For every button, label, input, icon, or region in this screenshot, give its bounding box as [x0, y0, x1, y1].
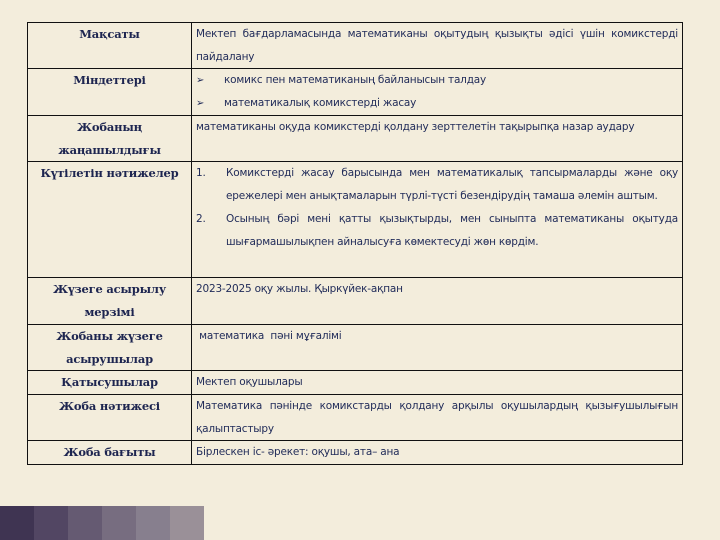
bullet-text: комикс пен математиканың байланысын талдау: [224, 74, 486, 86]
bullet-item: [196, 69, 678, 92]
row-label: Жобаның жаңашылдығы: [28, 116, 192, 161]
item-number: 1.: [196, 167, 206, 179]
item-number: 2.: [196, 213, 206, 225]
numbered-item: [196, 208, 678, 254]
table-row-implementers: [28, 325, 682, 371]
row-label: Мақсаты: [28, 23, 192, 68]
table-row-participants: [28, 371, 682, 395]
row-value: математиканы оқуда комикстерді қолдану зерттелетін тақырыпқа назар аудару: [196, 121, 635, 133]
row-value: Мектеп оқушылары: [196, 376, 303, 388]
row-label: Жүзеге асырылу мерзімі: [28, 278, 192, 324]
color-swatch: [0, 506, 34, 540]
decorative-color-strip: [0, 506, 204, 540]
row-value: Математика пәнінде комикстарды қолдану арқылы оқушылардың қызығушылығын қалыптастыру: [196, 400, 678, 435]
numbered-item: [196, 162, 678, 208]
item-text: Комикстерді жасау барысында мен математикалық тапсырмаларды және оқу ережелері мен анықтамаларын түрлі-түсті безендірудің тамаша әлемін аштым.: [226, 167, 678, 202]
table-row-tasks: [28, 69, 682, 116]
color-swatch: [136, 506, 170, 540]
bullet-item: [196, 92, 678, 115]
table-row-novelty: [28, 116, 682, 162]
row-value: математика пәні мұғалімі: [196, 330, 342, 342]
row-label: Күтілетін нәтижелер: [28, 162, 192, 277]
row-value: Мектеп бағдарламасында математиканы оқытудың қызықты әдісі үшін комикстерді пайдалану: [196, 28, 678, 63]
color-swatch: [170, 506, 204, 540]
row-label: Жобаны жүзеге асырушылар: [28, 325, 192, 370]
arrow-bullet-icon: ➢: [196, 98, 205, 109]
row-label: Жоба бағыты: [28, 441, 192, 464]
bullet-text: математикалық комикстерді жасау: [224, 97, 417, 109]
project-table: [27, 22, 683, 465]
color-swatch: [68, 506, 102, 540]
item-text: Осының бәрі мені қатты қызықтырды, мен сыныпта математиканы оқытуда шығармашылықпен айналысуға көмектесуді жөн көрдім.: [226, 213, 678, 248]
table-row-direction: [28, 441, 682, 465]
table-row-expected-results: [28, 162, 682, 278]
row-value: [192, 69, 682, 115]
row-label: Қатысушылар: [28, 371, 192, 394]
row-value: 2023-2025 оқу жылы. Қыркүйек-ақпан: [196, 283, 403, 295]
color-swatch: [102, 506, 136, 540]
table-row-timeline: [28, 278, 682, 325]
row-label: Міндеттері: [28, 69, 192, 115]
color-swatch: [34, 506, 68, 540]
table-row-project-result: [28, 395, 682, 441]
row-value: [192, 162, 682, 277]
row-label: Жоба нәтижесі: [28, 395, 192, 440]
arrow-bullet-icon: ➢: [196, 75, 205, 86]
table-row-goal: [28, 23, 682, 69]
row-value: Бірлескен іс- әрекет: оқушы, ата– ана: [196, 446, 400, 458]
